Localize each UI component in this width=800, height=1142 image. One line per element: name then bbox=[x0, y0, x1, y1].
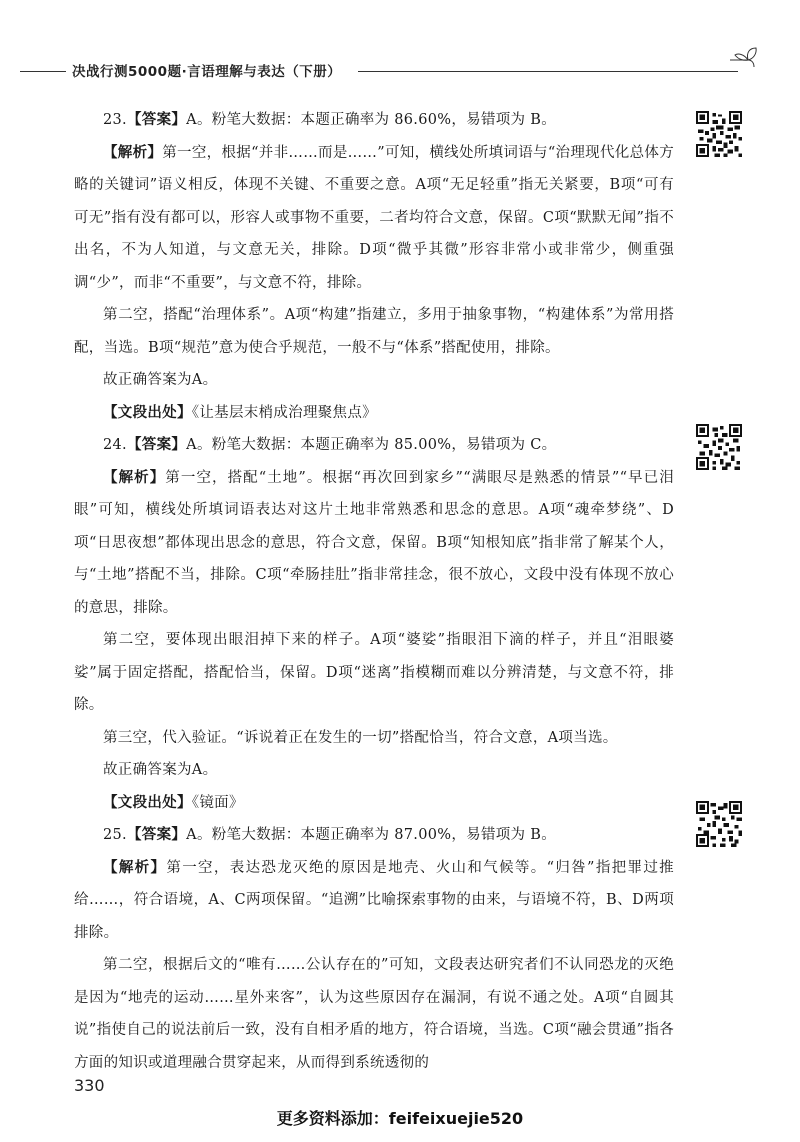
source-title: 《让基层末梢成治理聚焦点》 bbox=[191, 404, 377, 421]
book-title: 决战行测5000题·言语理解与表达（下册） bbox=[72, 64, 342, 80]
analysis-paragraph bbox=[74, 852, 674, 950]
answer-label: 【答案】 bbox=[126, 437, 187, 453]
answer-line-23 bbox=[74, 104, 674, 137]
analysis-label: 【解析】 bbox=[103, 469, 166, 486]
qr-code-icon[interactable] bbox=[696, 111, 742, 157]
qr-code-icon[interactable] bbox=[696, 424, 742, 470]
question-number: 24. bbox=[103, 437, 127, 453]
header-rule-right bbox=[358, 71, 738, 72]
watermark-text: 更多资料添加：feifeixuejie520 bbox=[276, 1109, 524, 1128]
analysis-paragraph: 第三空，代入验证。“诉说着正在发生的一切”搭配恰当，符合文意，A项当选。 bbox=[103, 729, 618, 746]
answer-text: A。粉笔大数据：本题正确率为 85.00%，易错项为 C。 bbox=[186, 437, 557, 453]
page-number: 330 bbox=[74, 1076, 105, 1095]
analysis-paragraph: 第二空，搭配“治理体系”。A项“构建”指建立，多用于抽象事物，“构建体系”为常用搭配，当选。B项“规范”意为使合乎规范，一般不与“体系”搭配使用，排除。 bbox=[74, 307, 674, 356]
qr-code-icon[interactable] bbox=[696, 801, 742, 847]
analysis-label: 【解析】 bbox=[103, 859, 167, 876]
analysis-paragraph: 第二空，根据后文的“唯有……公认存在的”可知，文段表达研究者们不认同恐龙的灭绝是因为“地壳的运动……星外来客”，认为这些原因存在漏洞，有说不通之处。A项“自圆其说”指使自己的说法前后一致，没有自相矛盾的地方，符合语境，当选。C项“融会贯通”指各方面的知识或道理融合贯穿起来，从而得到系统透彻的 bbox=[74, 957, 674, 1071]
analysis-paragraph: 第二空，要体现出眼泪掉下来的样子。A项“婆娑”指眼泪下滴的样子，并且“泪眼婆娑”属于固定搭配，搭配恰当，保留。D项“迷离”指模糊而难以分辨清楚，与文意不符，排除。 bbox=[74, 632, 674, 713]
analysis-text: 第一空，表达恐龙灭绝的原因是地壳、火山和气候等。“归咎”指把罪过推给……，符合语境，A、C两项保留。“追溯”比喻探索事物的由来，与语境不符，B、D两项排除。 bbox=[74, 859, 674, 941]
analysis-label: 【解析】 bbox=[103, 144, 163, 161]
source-line bbox=[74, 397, 674, 430]
running-header bbox=[0, 58, 800, 88]
question-number: 23. bbox=[103, 112, 127, 128]
analysis-paragraph bbox=[74, 462, 674, 625]
page-body bbox=[74, 104, 674, 1079]
analysis-paragraph bbox=[74, 137, 674, 300]
conclusion-line: 故正确答案为A。 bbox=[103, 372, 218, 388]
answer-label: 【答案】 bbox=[126, 112, 187, 128]
answer-text: A。粉笔大数据：本题正确率为 87.00%，易错项为 B。 bbox=[186, 827, 557, 843]
sprout-icon bbox=[726, 44, 760, 74]
source-line bbox=[74, 787, 674, 820]
conclusion-line: 故正确答案为A。 bbox=[103, 762, 218, 778]
answer-line-24 bbox=[74, 429, 674, 462]
source-label: 【文段出处】 bbox=[103, 404, 192, 421]
source-label: 【文段出处】 bbox=[103, 794, 192, 811]
analysis-text: 第一空，根据“并非……而是……”可知，横线处所填词语与“治理现代化总体方略的关键词”语义相反，体现不关键、不重要之意。A项“无足轻重”指无关紧要，B项“可有可无”指有没有都可以，形容人或事物不重要，二者均符合文意，保留。C项“默默无闻”指不出名，不为人知道，与文意无关，排除。D项“微乎其微”形容非常小或非常少，侧重强调“少”，而非“不重要”，与文意不符，排除。 bbox=[74, 144, 674, 291]
answer-text: A。粉笔大数据：本题正确率为 86.60%，易错项为 B。 bbox=[186, 112, 557, 128]
answer-line-25 bbox=[74, 819, 674, 852]
analysis-text: 第一空，搭配“土地”。根据“再次回到家乡”“满眼尽是熟悉的情景”“早已泪眼”可知，横线处所填词语表达对这片土地非常熟悉和思念的意思。A项“魂牵梦绕”、D项“日思夜想”都体现出思念的意思，符合文意，保留。B项“知根知底”指非常了解某个人，与“土地”搭配不当，排除。C项“牵肠挂肚”指非常挂念，很不放心，文段中没有体现不放心的意思，排除。 bbox=[74, 469, 675, 616]
question-number: 25. bbox=[103, 827, 127, 843]
answer-label: 【答案】 bbox=[126, 827, 187, 843]
header-rule-left bbox=[20, 71, 66, 72]
source-title: 《镜面》 bbox=[191, 794, 244, 811]
